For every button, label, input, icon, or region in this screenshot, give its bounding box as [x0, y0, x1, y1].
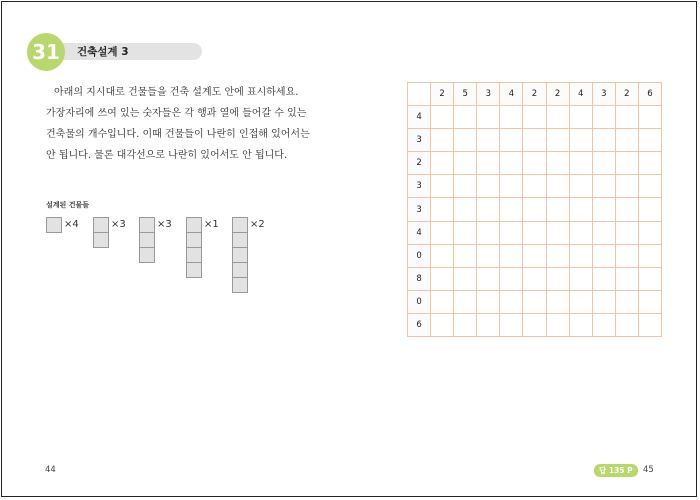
- grid-cell[interactable]: [569, 221, 592, 244]
- piece-count: ×2: [250, 219, 265, 230]
- grid-cell[interactable]: [546, 175, 569, 198]
- grid-cell[interactable]: [454, 198, 477, 221]
- grid-row: [408, 129, 662, 152]
- grid-cell[interactable]: [569, 175, 592, 198]
- grid-row: [408, 290, 662, 313]
- pieces-label: 설계된 건물들: [46, 201, 90, 209]
- grid-cell[interactable]: [546, 152, 569, 175]
- piece-count: ×3: [111, 219, 126, 230]
- grid-cell[interactable]: [477, 129, 500, 152]
- grid-row: [408, 244, 662, 267]
- piece-count: ×4: [64, 219, 79, 230]
- piece-count: ×3: [157, 219, 172, 230]
- grid-cell[interactable]: [523, 198, 546, 221]
- grid-cell[interactable]: [431, 198, 454, 221]
- row-clue: 0: [408, 290, 431, 313]
- grid-cell[interactable]: [523, 290, 546, 313]
- row-clue: 8: [408, 267, 431, 290]
- grid-cell[interactable]: [638, 129, 661, 152]
- grid-cell[interactable]: [638, 244, 661, 267]
- grid-cell[interactable]: [569, 244, 592, 267]
- column-clue: 4: [569, 83, 592, 106]
- puzzle-title: 건축설계 3: [77, 46, 129, 58]
- grid-cell[interactable]: [454, 313, 477, 336]
- grid-cell[interactable]: [523, 129, 546, 152]
- grid-cell[interactable]: [569, 290, 592, 313]
- grid-cell[interactable]: [592, 267, 615, 290]
- grid-cell[interactable]: [615, 313, 638, 336]
- grid-cell[interactable]: [454, 152, 477, 175]
- grid-cell[interactable]: [500, 267, 523, 290]
- column-clue: 5: [454, 83, 477, 106]
- grid-cell[interactable]: [569, 152, 592, 175]
- building-piece-1: [46, 217, 62, 233]
- building-cell: [139, 247, 155, 263]
- grid-cell[interactable]: [500, 152, 523, 175]
- grid-cell[interactable]: [638, 175, 661, 198]
- grid-row: [408, 313, 662, 336]
- column-clue: 2: [523, 83, 546, 106]
- grid-cell[interactable]: [500, 175, 523, 198]
- grid-cell[interactable]: [431, 129, 454, 152]
- grid-cell[interactable]: [477, 290, 500, 313]
- grid-cell[interactable]: [592, 106, 615, 129]
- column-clue: 2: [431, 83, 454, 106]
- grid-cell[interactable]: [477, 198, 500, 221]
- grid-cell[interactable]: [615, 244, 638, 267]
- grid-cell[interactable]: [638, 152, 661, 175]
- grid-cell[interactable]: [546, 106, 569, 129]
- grid-cell[interactable]: [592, 198, 615, 221]
- grid-cell[interactable]: [500, 106, 523, 129]
- building-cell: [186, 217, 202, 233]
- row-clue: 3: [408, 198, 431, 221]
- grid-cell[interactable]: [569, 313, 592, 336]
- puzzle-number-badge: 31: [27, 33, 65, 71]
- building-cell: [186, 262, 202, 278]
- grid-cell[interactable]: [546, 290, 569, 313]
- grid-header-row: [408, 83, 662, 106]
- grid-cell[interactable]: [638, 221, 661, 244]
- puzzle-instructions: 아래의 지시대로 건물들을 건축 설계도 안에 표시하세요. 가장자리에 쓰여 있는 숫자들은 각 행과 열에 들어갈 수 있는 건축물의 개수입니다. 이때 건물들이 나란히 인접해 있어서는 안 됩니다. 물론 대각선으로 나란히 있어서도 안 됩니다.: [46, 87, 310, 161]
- grid-cell[interactable]: [523, 175, 546, 198]
- column-clue: 3: [592, 83, 615, 106]
- row-clue: 4: [408, 106, 431, 129]
- answer-reference-badge: 답 135 P: [594, 464, 638, 477]
- row-clue: 3: [408, 129, 431, 152]
- grid-cell[interactable]: [431, 221, 454, 244]
- grid-cell[interactable]: [500, 244, 523, 267]
- grid-cell[interactable]: [454, 106, 477, 129]
- grid-cell[interactable]: [477, 175, 500, 198]
- building-piece-3: [139, 217, 155, 263]
- row-clue: 0: [408, 244, 431, 267]
- column-clue: 6: [638, 83, 661, 106]
- grid-cell[interactable]: [477, 244, 500, 267]
- grid-cell[interactable]: [546, 129, 569, 152]
- grid-cell[interactable]: [615, 175, 638, 198]
- grid-cell[interactable]: [615, 290, 638, 313]
- grid-cell[interactable]: [454, 129, 477, 152]
- page-number-left: 44: [45, 465, 56, 475]
- grid-row: [408, 198, 662, 221]
- grid-cell[interactable]: [523, 152, 546, 175]
- grid-cell[interactable]: [477, 221, 500, 244]
- grid-cell[interactable]: [615, 106, 638, 129]
- grid-cell[interactable]: [523, 106, 546, 129]
- grid-cell[interactable]: [592, 290, 615, 313]
- grid-cell[interactable]: [500, 313, 523, 336]
- row-clue: 2: [408, 152, 431, 175]
- grid-cell[interactable]: [500, 129, 523, 152]
- building-cell: [46, 217, 62, 233]
- building-cell: [232, 262, 248, 278]
- building-cell: [186, 232, 202, 248]
- grid-cell[interactable]: [500, 221, 523, 244]
- grid-cell[interactable]: [592, 244, 615, 267]
- grid-cell[interactable]: [431, 244, 454, 267]
- column-clue: 3: [477, 83, 500, 106]
- grid-cell[interactable]: [523, 313, 546, 336]
- grid-row: [408, 106, 662, 129]
- grid-cell[interactable]: [431, 175, 454, 198]
- grid-cell[interactable]: [523, 221, 546, 244]
- grid-cell[interactable]: [638, 198, 661, 221]
- grid-cell[interactable]: [454, 244, 477, 267]
- grid-cell[interactable]: [592, 313, 615, 336]
- grid-cell[interactable]: [615, 152, 638, 175]
- grid-cell[interactable]: [569, 106, 592, 129]
- row-clue: 6: [408, 313, 431, 336]
- grid-cell[interactable]: [477, 267, 500, 290]
- building-cell: [232, 247, 248, 263]
- grid-cell[interactable]: [592, 221, 615, 244]
- grid-cell[interactable]: [477, 313, 500, 336]
- grid-cell[interactable]: [592, 129, 615, 152]
- grid-cell[interactable]: [592, 175, 615, 198]
- grid-cell[interactable]: [615, 267, 638, 290]
- grid-cell[interactable]: [569, 129, 592, 152]
- grid-cell[interactable]: [431, 152, 454, 175]
- grid-cell[interactable]: [477, 152, 500, 175]
- grid-cell[interactable]: [477, 106, 500, 129]
- row-clue: 3: [408, 175, 431, 198]
- building-cell: [232, 232, 248, 248]
- column-clue: 4: [500, 83, 523, 106]
- building-piece-2: [93, 217, 109, 248]
- grid-cell[interactable]: [454, 290, 477, 313]
- grid-cell[interactable]: [454, 175, 477, 198]
- grid-row: [408, 175, 662, 198]
- building-cell: [93, 232, 109, 248]
- grid-row: [408, 152, 662, 175]
- grid-cell[interactable]: [546, 244, 569, 267]
- grid-cell[interactable]: [523, 267, 546, 290]
- column-clue: 2: [546, 83, 569, 106]
- grid-cell[interactable]: [546, 221, 569, 244]
- grid-row: [408, 267, 662, 290]
- building-cell: [232, 217, 248, 233]
- grid-cell[interactable]: [638, 290, 661, 313]
- grid-cell[interactable]: [523, 244, 546, 267]
- piece-count: ×1: [204, 219, 219, 230]
- grid-cell[interactable]: [638, 106, 661, 129]
- grid-cell[interactable]: [592, 152, 615, 175]
- grid-row: [408, 221, 662, 244]
- grid-cell[interactable]: [569, 198, 592, 221]
- building-cell: [232, 277, 248, 293]
- building-cell: [139, 217, 155, 233]
- building-piece-5: [232, 217, 248, 293]
- column-clue: 2: [615, 83, 638, 106]
- grid-cell[interactable]: [500, 198, 523, 221]
- building-cell: [139, 232, 155, 248]
- grid-cell[interactable]: [454, 221, 477, 244]
- grid-cell[interactable]: [638, 313, 661, 336]
- grid-cell[interactable]: [546, 267, 569, 290]
- grid-cell[interactable]: [431, 267, 454, 290]
- grid-cell[interactable]: [500, 290, 523, 313]
- grid-cell[interactable]: [454, 267, 477, 290]
- grid-cell[interactable]: [615, 198, 638, 221]
- grid-cell[interactable]: [546, 198, 569, 221]
- page-number-right: 45: [643, 465, 654, 475]
- grid-cell[interactable]: [546, 313, 569, 336]
- grid-cell[interactable]: [638, 267, 661, 290]
- grid-cell[interactable]: [431, 290, 454, 313]
- grid-cell[interactable]: [615, 129, 638, 152]
- puzzle-grid: [407, 82, 662, 337]
- grid-cell[interactable]: [615, 221, 638, 244]
- grid-cell[interactable]: [431, 313, 454, 336]
- building-cell: [186, 247, 202, 263]
- row-clue: 4: [408, 221, 431, 244]
- building-piece-4: [186, 217, 202, 278]
- grid-cell[interactable]: [569, 267, 592, 290]
- grid-corner: [408, 83, 431, 106]
- building-cell: [93, 217, 109, 233]
- grid-cell[interactable]: [431, 106, 454, 129]
